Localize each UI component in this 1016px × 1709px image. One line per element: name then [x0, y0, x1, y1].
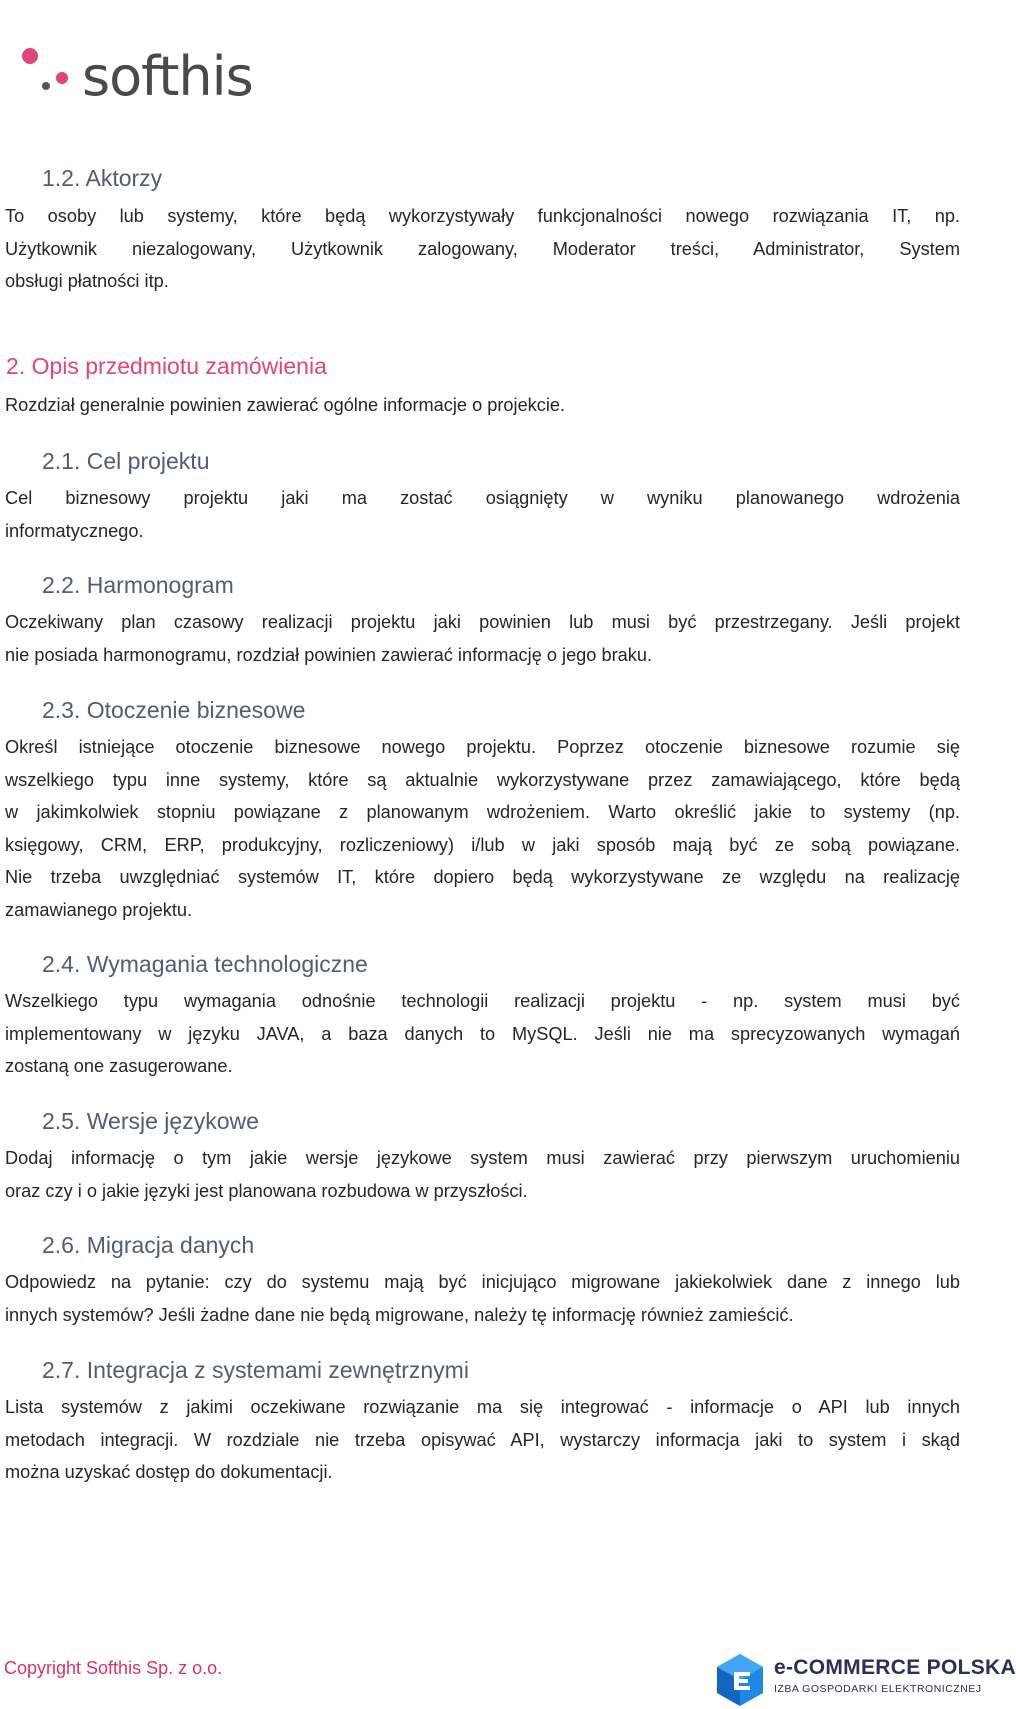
paragraph-migracja-danych — [5, 1266, 960, 1331]
text-line: księgowy, CRM, ERP, produkcyjny, rozliczeniowy) i/lub w jaki sposób mają być ze sobą powiązane. — [5, 834, 960, 855]
ecommerce-title: e-COMMERCE POLSKA — [774, 1656, 1016, 1679]
text-line: Oczekiwany plan czasowy realizacji projektu jaki powinien lub musi być przestrzegany. Jeśli projekt — [5, 612, 960, 632]
paragraph-otoczenie-biznesowe — [5, 731, 960, 926]
text-line: w jakimkolwiek stopniu powiązane z planowanym wdrożeniem. Warto określić jakie to systemy (np. — [5, 802, 960, 822]
text-line: Wszelkiego typu wymagania odnośnie technologii realizacji projektu - np. system musi być — [5, 991, 960, 1011]
text-line: Rozdział generalnie powinien zawierać ogólne informacje o projekcie. — [5, 395, 566, 415]
heading-otoczenie-biznesowe: 2.3. Otoczenie biznesowe — [42, 697, 306, 723]
text-line: Cel biznesowy projektu jaki ma zostać osiągnięty w wyniku planowanego wdrożenia — [5, 488, 960, 508]
text-line: Określ istniejące otoczenie biznesowe nowego projektu. Poprzez otoczenie biznesowe rozumie się — [5, 737, 960, 757]
heading-wersje-jezykowe: 2.5. Wersje językowe — [42, 1108, 259, 1134]
paragraph-wersje-jezykowe — [5, 1142, 960, 1207]
softhis-logo — [18, 42, 258, 112]
text-line: Dodaj informację o tym jakie wersje językowe system musi zawierać przy pierwszym uruchomieniu — [5, 1148, 960, 1168]
text-line: wszelkiego typu inne systemy, które są aktualnie wykorzystywane przez zamawiającego, które będą — [5, 769, 960, 790]
text-line: metodach integracji. W rozdziale nie trzeba opisywać API, wystarczy informacja jaki to system i skąd — [5, 1429, 960, 1450]
text-line: obsługi płatności itp. — [5, 271, 169, 291]
ecommerce-subtitle: IZBA GOSPODARKI ELEKTRONICZNEJ — [774, 1683, 982, 1695]
paragraph-opis-przedmiotu — [5, 389, 960, 422]
logo-dot-large-icon — [22, 48, 38, 64]
heading-opis-przedmiotu: 2. Opis przedmiotu zamówienia — [6, 353, 327, 379]
heading-aktorzy: 1.2. Aktorzy — [42, 165, 163, 191]
text-line: Lista systemów z jakimi oczekiwane rozwiązanie ma się integrować - informacje o API lub innych — [5, 1397, 960, 1417]
text-line: Nie trzeba uwzględniać systemów IT, które dopiero będą wykorzystywane ze względu na realizację — [5, 867, 960, 887]
ecommerce-hexagon-icon — [712, 1652, 768, 1708]
text-line: To osoby lub systemy, które będą wykorzystywały funkcjonalności nowego rozwiązania IT, np. — [5, 206, 960, 226]
paragraph-integracja — [5, 1391, 960, 1489]
paragraph-cel-projektu — [5, 482, 960, 547]
heading-migracja-danych: 2.6. Migracja danych — [42, 1232, 255, 1258]
text-line: oraz czy i o jakie języki jest planowana rozbudowa w przyszłości. — [5, 1180, 528, 1201]
text-line: innych systemów? Jeśli żadne dane nie będą migrowane, należy tę informację również zamieścić. — [5, 1304, 794, 1325]
text-line: implementowany w języku JAVA, a baza danych to MySQL. Jeśli nie ma sprecyzowanych wymagań — [5, 1023, 960, 1044]
text-line: nie posiada harmonogramu, rozdział powinien zawierać informację o jego braku. — [5, 644, 653, 665]
ecommerce-polska-logo — [712, 1652, 1016, 1706]
paragraph-harmonogram — [5, 606, 960, 671]
text-line: Odpowiedz na pytanie: czy do systemu mają być inicjująco migrowane jakiekolwiek dane z innego lub — [5, 1272, 960, 1292]
heading-wymagania-technologiczne: 2.4. Wymagania technologiczne — [42, 951, 368, 977]
heading-harmonogram: 2.2. Harmonogram — [42, 572, 234, 598]
copyright-text: Copyright Softhis Sp. z o.o. — [4, 1658, 223, 1678]
heading-integracja: 2.7. Integracja z systemami zewnętrznymi — [42, 1357, 469, 1383]
text-line: zamawianego projektu. — [5, 899, 193, 920]
text-line: można uzyskać dostęp do dokumentacji. — [5, 1462, 333, 1482]
logo-dot-dark-icon — [42, 82, 50, 90]
paragraph-wymagania-technologiczne — [5, 985, 960, 1083]
text-line: zostaną one zasugerowane. — [5, 1056, 233, 1076]
logo-text: softhis — [82, 45, 253, 108]
heading-cel-projektu: 2.1. Cel projektu — [42, 448, 210, 474]
text-line: Użytkownik niezalogowany, Użytkownik zalogowany, Moderator treści, Administrator, System — [5, 238, 960, 259]
paragraph-aktorzy — [5, 200, 960, 298]
logo-dot-small-icon — [56, 72, 68, 84]
text-line: informatycznego. — [5, 520, 144, 541]
